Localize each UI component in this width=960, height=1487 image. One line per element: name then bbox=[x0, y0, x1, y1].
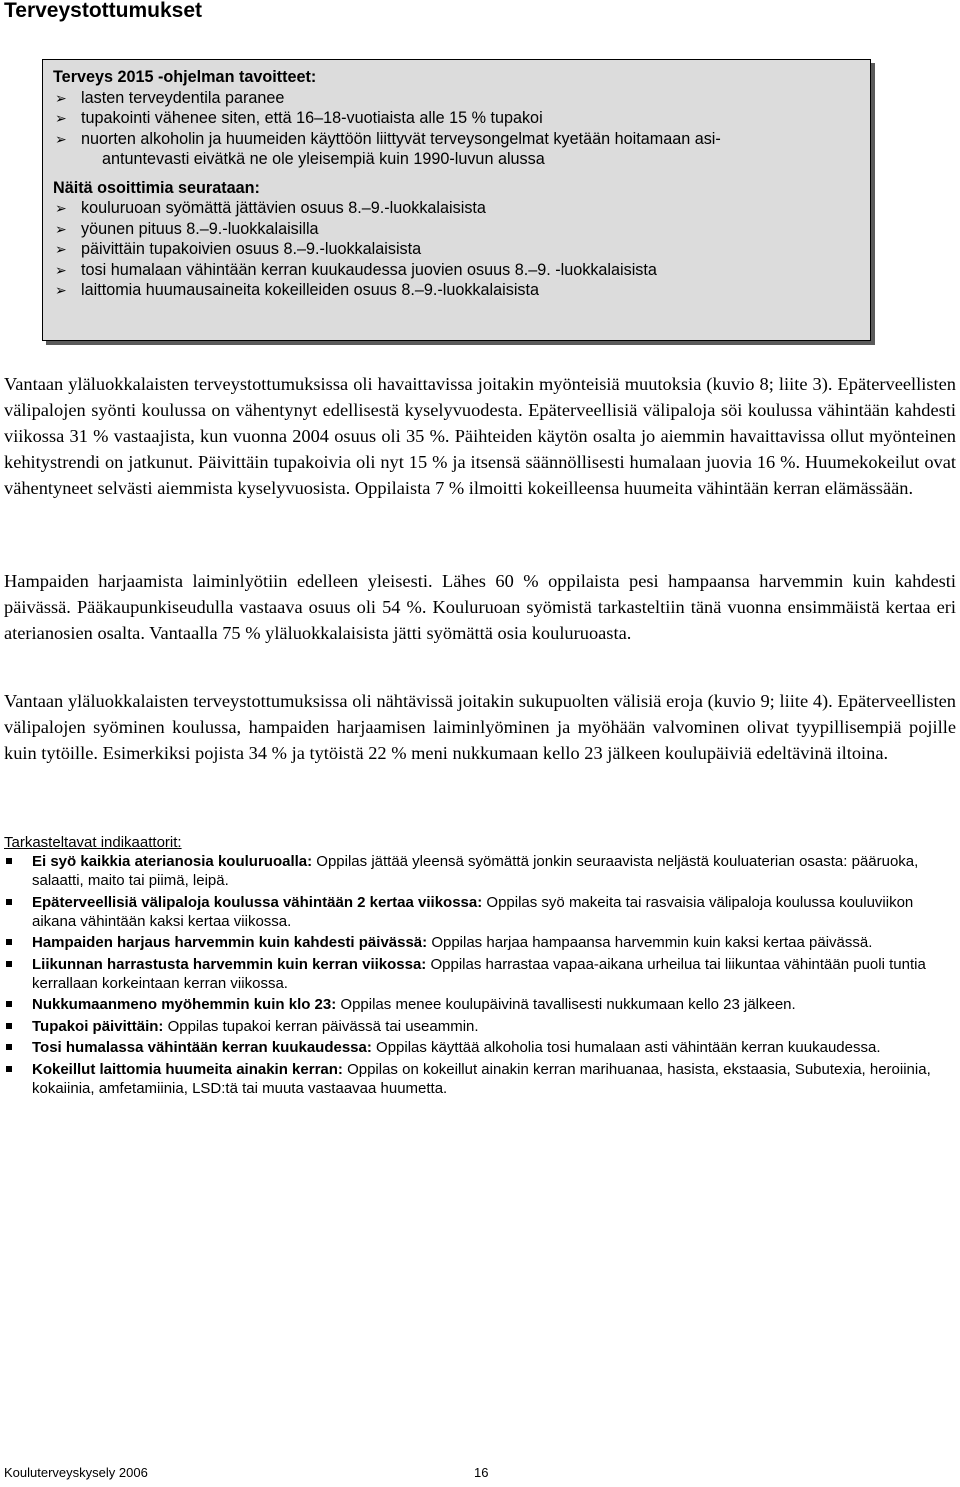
body-paragraph: Hampaiden harjaamista laiminlyötiin edelleen yleisesti. Lähes 60 % oppilaista pesi hampaansa harvemmin kuin kahdesti päivässä. Pääkaupunkiseudulla vastaava osuus oli 54 %. Kouluruoan syömistä tarkasteltiin tänä vuonna ensimmäistä kertaa eri aterianosien osalta. Vantaalla 75 % yläluokkalaisista jätti syömättä osia kouluruoasta. bbox=[4, 571, 956, 643]
square-bullet-icon bbox=[6, 1066, 12, 1072]
square-bullet-icon bbox=[6, 858, 12, 864]
indicator-definition: Kokeillut laittomia huumeita ainakin kerran: Oppilas on kokeillut ainakin kerran marihuanaa, hasista, ekstaasia, Subutexia, heroiinia, kokaiinia, amfetamiinia, LSD:tä tai muuta vastaavaa huumetta. bbox=[4, 1060, 949, 1098]
indicator-item: ➢ tosi humalaan vähintään kerran kuukaudessa juovien osuus 8.–9. -luokkalaisista bbox=[55, 260, 657, 279]
arrow-icon: ➢ bbox=[55, 241, 67, 257]
square-bullet-icon bbox=[6, 939, 12, 945]
arrow-icon: ➢ bbox=[55, 282, 67, 298]
indicator-item: ➢ laittomia huumausaineita kokeilleiden osuus 8.–9.-luokkalaisista bbox=[55, 281, 540, 299]
square-bullet-icon bbox=[6, 1001, 12, 1007]
indicator-definition: Hampaiden harjaus harvemmin kuin kahdesti päivässä: Oppilas harjaa hampaansa harvemmin kuin kaksi kertaa päivässä. bbox=[4, 933, 949, 952]
indicator-definition: Tupakoi päivittäin: Oppilas tupakoi kerran päivässä tai useammin. bbox=[4, 1017, 949, 1036]
square-bullet-icon bbox=[6, 961, 12, 967]
goal-item: ➢ lasten terveydentila paranee bbox=[55, 88, 285, 107]
page-title: Terveystottumukset bbox=[4, 0, 203, 22]
indicator-definition: Liikunnan harrastusta harvemmin kuin kerran viikossa: Oppilas harrastaa vapaa-aikana urheilua tai liikuntaa vähintään puoli tuntia kerrallaan korkeintaan kerran viikossa. bbox=[4, 955, 949, 993]
goals-heading: Terveys 2015 -ohjelman tavoitteet: bbox=[53, 68, 317, 86]
arrow-icon: ➢ bbox=[55, 220, 67, 237]
indicator-definitions-list bbox=[4, 852, 949, 1100]
goals-list bbox=[53, 88, 870, 170]
indicator-item: ➢ kouluruoan syömättä jättävien osuus 8.–9.-luokkalaisista bbox=[55, 199, 486, 217]
indicator-definition: Tosi humalassa vähintään kerran kuukaudessa: Oppilas käyttää alkoholia tosi humalaan asti vähintään kerran kuukaudessa. bbox=[4, 1038, 949, 1057]
arrow-icon: ➢ bbox=[55, 89, 67, 106]
arrow-icon: ➢ bbox=[55, 261, 67, 278]
indicator-definition: Ei syö kaikkia aterianosia kouluruoalla: Oppilas jättää yleensä syömättä jonkin seuraavista neljästä kouluaterian osasta: pääruoka, salaatti, maito tai piimä, leipä. bbox=[4, 852, 949, 890]
monitored-indicators-list bbox=[53, 198, 870, 301]
page-number: 16 bbox=[474, 1465, 489, 1480]
body-paragraph: Vantaan yläluokkalaisten terveystottumuksissa oli nähtävissä joitakin sukupuolten välisiä eroja (kuvio 9; liite 4). Epäterveellisten välipalojen syöminen koulussa, hampaiden harjaamisen laiminlyöminen ja myöhään valvominen olivat tyypillisempiä pojille kuin tytöille. Esimerkiksi pojista 34 % ja tytöistä 22 % meni nukkumaan kello 23 jälkeen koulupäiviä edeltävinä iltoina. bbox=[4, 691, 956, 763]
indicators-title: Tarkasteltavat indikaattorit: bbox=[4, 834, 182, 851]
goals-box bbox=[42, 59, 871, 341]
indicator-definition: Epäterveellisiä välipaloja koulussa vähintään 2 kertaa viikossa: Oppilas syö makeita tai rasvaisia välipaloja koulussa kouluviikon aikana vähintään kaksi kertaa viikossa. bbox=[4, 893, 949, 931]
body-paragraph: Vantaan yläluokkalaisten terveystottumuksissa oli havaittavissa joitakin myönteisiä muutoksia (kuvio 8; liite 3). Epäterveellisten välipalojen syönti koulussa on vähentynyt edellisestä kyselyvuodesta. Epäterveellisiä välipaloja söi koulussa vähintään kahdesti viikossa 31 % vastaajista, kun vuonna 2004 osuus oli 35 %. Päihteiden käytön osalta jo aiemmin havaittavissa ollut myönteinen kehitystrendi on jatkunut. Päivittäin tupakoivia oli nyt 15 % ja itsensä säännöllisesti humalaan juovia 16 %. Huumekokeilut ovat vähentyneet selvästi aiemmista kyselyvuosista. Oppilaista 7 % ilmoitti kokeilleensa huumeita vähintään kerran elämässään. bbox=[4, 374, 956, 498]
footer-publication: Kouluterveyskysely 2006 bbox=[4, 1465, 148, 1480]
arrow-icon: ➢ bbox=[55, 130, 67, 147]
indicator-definition: Nukkumaanmeno myöhemmin kuin klo 23: Oppilas menee koulupäivinä tavallisesti nukkumaan kello 23 jälkeen. bbox=[4, 995, 949, 1014]
indicator-item: ➢ yöunen pituus 8.–9.-luokkalaisilla bbox=[55, 219, 319, 238]
arrow-icon: ➢ bbox=[55, 200, 67, 216]
square-bullet-icon bbox=[6, 1023, 12, 1029]
goal-item: ➢ nuorten alkoholin ja huumeiden käyttöön liittyvät terveysongelmat kyetään hoitamaan asi- antuntevasti eivätkä ne ole yleisempiä kuin 1990-luvun alussa bbox=[55, 129, 721, 168]
indicator-item: ➢ päivittäin tupakoivien osuus 8.–9.-luokkalaisista bbox=[55, 240, 422, 258]
square-bullet-icon bbox=[6, 1044, 12, 1050]
indicators-heading: Näitä osoittimia seurataan: bbox=[53, 178, 260, 197]
goal-item: ➢ tupakointi vähenee siten, että 16–18-vuotiaista alle 15 % tupakoi bbox=[55, 109, 543, 127]
square-bullet-icon bbox=[6, 899, 12, 905]
arrow-icon: ➢ bbox=[55, 110, 67, 126]
